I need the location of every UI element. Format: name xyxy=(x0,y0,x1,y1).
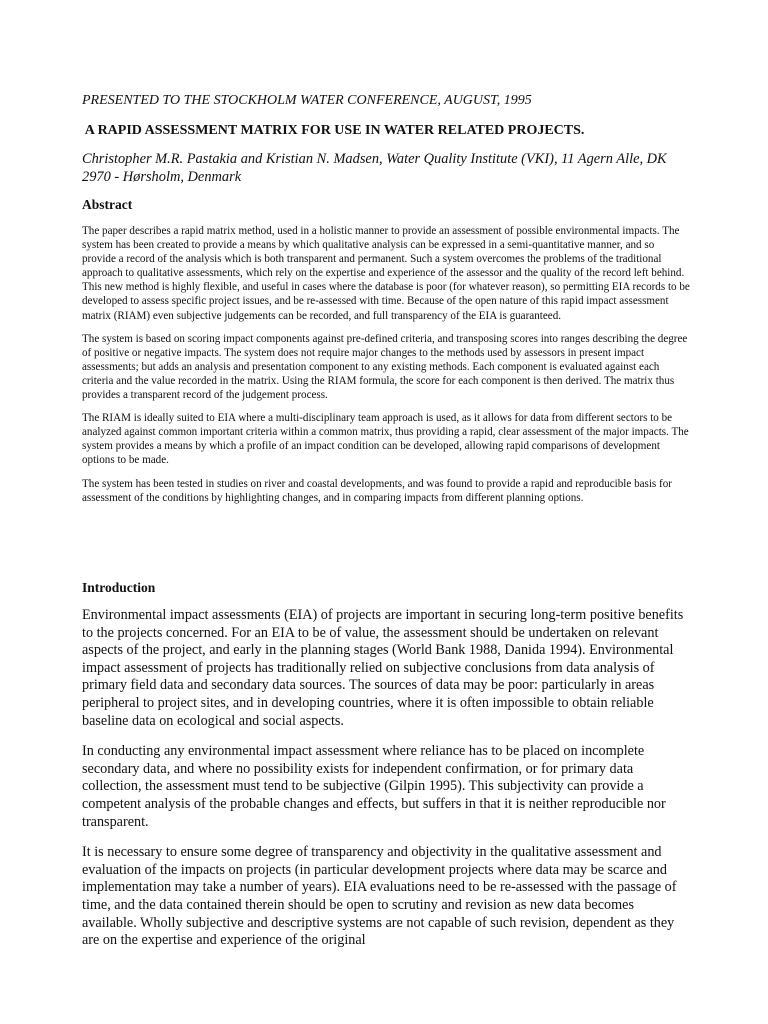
abstract-section xyxy=(82,224,690,514)
author-affiliation: Christopher M.R. Pastakia and Kristian N. Madsen, Water Quality Institute (VKI), 11 Agern Alle, DK 2970 - Hørsholm, Denmark xyxy=(82,151,667,185)
abstract-heading: Abstract xyxy=(82,197,133,212)
abstract-paragraph: The RIAM is ideally suited to EIA where a multi-disciplinary team approach is used, as it allows for data from different sectors to be analyzed against common important criteria within a common matrix, thus providing a rapid, clear assessment of the major impacts. The system provides a means by which a profile of an impact condition can be developed, allowing rapid comparisons of development options to be made. xyxy=(82,412,689,467)
introduction-section xyxy=(82,607,690,963)
conference-line: PRESENTED TO THE STOCKHOLM WATER CONFERENCE, AUGUST, 1995 xyxy=(82,93,532,108)
abstract-paragraph: The system has been tested in studies on river and coastal developments, and was found to provide a rapid and reproducible basis for assessment of the conditions by highlighting changes, and in comparing impacts from different planning options. xyxy=(82,477,672,504)
abstract-paragraph: The system is based on scoring impact components against pre-defined criteria, and transposing scores into ranges describing the degree of positive or negative impacts. The system does not require major changes to the methods used by assessors in present impact assessments; but adds an analysis and presentation component to any existing methods. Each component is evaluated against each criteria and the value recorded in the matrix. Using the RIAM formula, the score for each component is then derived. The matrix thus provides a transparent record of the judgement process. xyxy=(82,332,688,402)
paper-title: A RAPID ASSESSMENT MATRIX FOR USE IN WATER RELATED PROJECTS. xyxy=(82,123,585,138)
abstract-paragraph: The paper describes a rapid matrix method, used in a holistic manner to provide an assessment of possible environmental impacts. The system has been created to provide a means by which qualitative analysis can be expressed in a semi-quantitative manner, and so provide a record of the analysis which is both transparent and permanent. Such a system overcomes the problems of the traditional approach to qualitative assessments, which rely on the expertise and experience of the assessor and the quality of the record left behind. This new method is highly flexible, and useful in cases where the database is poor (for whatever reason), so permitting EIA records to be developed to assess specific project issues, and be re-assessed with time. Because of the open nature of this rapid impact assessment matrix (RIAM) even subjective judgements can be recorded, and full transparency of the EIA is guaranteed. xyxy=(82,225,690,322)
introduction-heading: Introduction xyxy=(82,580,156,595)
introduction-paragraph: It is necessary to ensure some degree of transparency and objectivity in the qualitative assessment and evaluation of the impacts on projects (in particular development projects where data may be scarce and implementation may take a number of years). EIA evaluations need to be re-assessed with the passage of time, and the data contained therein should be open to scrutiny and revision as new data becomes available. Wholly subjective and descriptive systems are not capable of such revision, dependent as they are on the expertise and experience of the original xyxy=(82,844,677,949)
introduction-paragraph: Environmental impact assessments (EIA) of projects are important in securing long-term positive benefits to the projects concerned. For an EIA to be of value, the assessment should be undertaken on relevant aspects of the project, and early in the planning stages (World Bank 1988, Danida 1994). Environmental impact assessment of projects has traditionally relied on subjective conclusions from data analysis of primary field data and secondary data sources. The sources of data may be poor: particularly in areas peripheral to project sites, and in developing countries, where it is often impossible to obtain reliable baseline data on ecological and social aspects. xyxy=(82,607,684,729)
introduction-paragraph: In conducting any environmental impact assessment where reliance has to be placed on incomplete secondary data, and where no possibility exists for independent confirmation, or for primary data collection, the assessment must tend to be subjective (Gilpin 1995). This subjectivity can provide a competent analysis of the probable changes and effects, but suffers in that it is neither reproducible nor transparent. xyxy=(82,743,666,830)
